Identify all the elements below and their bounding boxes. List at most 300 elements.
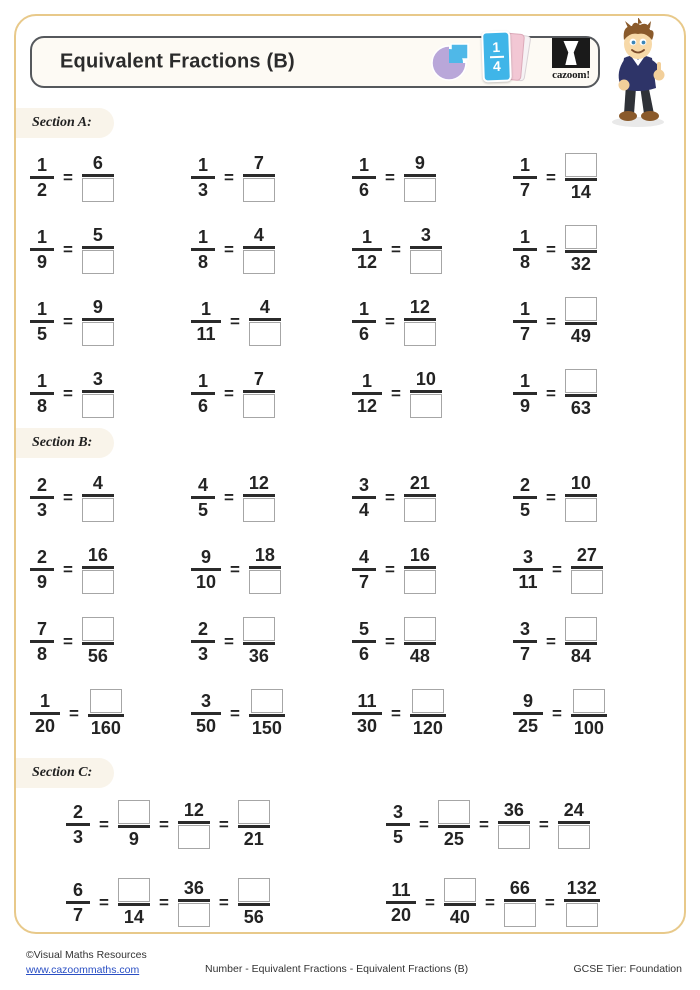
fraction-bar xyxy=(513,392,537,395)
fraction-bar xyxy=(30,176,54,179)
fraction-answer xyxy=(404,545,436,594)
numerator: 10 xyxy=(570,472,591,493)
numerator: 1 xyxy=(519,154,530,175)
fraction-problem xyxy=(30,358,114,428)
fraction-bar xyxy=(82,318,114,321)
answer-box-denominator[interactable] xyxy=(82,570,114,594)
fraction-problem xyxy=(513,462,597,532)
fraction-bar xyxy=(565,178,597,181)
fraction-problem xyxy=(30,606,114,676)
fraction-answer xyxy=(438,800,470,849)
fraction-bar xyxy=(243,642,275,645)
numerator: 1 xyxy=(358,298,369,319)
fraction-bar xyxy=(249,318,281,321)
numerator: 1 xyxy=(39,690,50,711)
denominator: 7 xyxy=(358,571,369,592)
fraction-bar xyxy=(82,642,114,645)
fraction-bar xyxy=(352,392,382,395)
numerator: 5 xyxy=(92,224,103,245)
answer-box-denominator[interactable] xyxy=(404,498,436,522)
fraction-given xyxy=(352,371,382,416)
fraction-given xyxy=(352,691,382,736)
denominator: 25 xyxy=(443,828,464,849)
fraction-given xyxy=(191,691,221,736)
answer-box-denominator[interactable] xyxy=(249,322,281,346)
answer-box-numerator[interactable] xyxy=(90,689,122,713)
numerator: 2 xyxy=(72,801,83,822)
fraction-answer xyxy=(82,545,114,594)
denominator: 6 xyxy=(358,643,369,664)
fraction-answer xyxy=(243,617,275,666)
fraction-answer xyxy=(565,617,597,666)
fraction-given xyxy=(66,802,90,847)
fraction-given xyxy=(352,155,376,200)
fraction-answer xyxy=(82,369,114,418)
answer-box-denominator[interactable] xyxy=(82,394,114,418)
denominator: 150 xyxy=(251,717,282,738)
fraction-bar xyxy=(444,903,476,906)
equals-sign: = xyxy=(63,240,73,259)
fraction-answer xyxy=(82,617,114,666)
denominator: 8 xyxy=(197,251,208,272)
numerator: 2 xyxy=(519,474,530,495)
denominator: 50 xyxy=(195,715,217,736)
answer-box-denominator[interactable] xyxy=(410,250,442,274)
fraction-bar xyxy=(410,246,442,249)
answer-box-numerator[interactable] xyxy=(565,617,597,641)
numerator: 1 xyxy=(36,154,47,175)
answer-box-numerator[interactable] xyxy=(238,878,270,902)
numerator: 3 xyxy=(200,690,211,711)
answer-box-denominator[interactable] xyxy=(178,825,210,849)
fraction-given xyxy=(352,547,376,592)
fraction-answer xyxy=(498,800,530,849)
answer-box-numerator[interactable] xyxy=(118,800,150,824)
numerator: 4 xyxy=(197,474,208,495)
fraction-bar xyxy=(82,390,114,393)
numerator: 5 xyxy=(358,618,369,639)
answer-box-denominator[interactable] xyxy=(243,498,275,522)
fraction-problem xyxy=(352,286,436,356)
denominator: 5 xyxy=(36,323,47,344)
answer-box-denominator[interactable] xyxy=(565,498,597,522)
equals-sign: = xyxy=(158,893,169,912)
denominator: 14 xyxy=(123,906,144,927)
fraction-bar xyxy=(513,320,537,323)
card-denominator: 4 xyxy=(492,57,501,74)
fraction-bar xyxy=(249,714,285,717)
tier-label: GCSE Tier: Foundation xyxy=(573,963,682,975)
equals-sign: = xyxy=(63,560,73,579)
fraction-bar xyxy=(243,246,275,249)
fraction-given xyxy=(191,155,215,200)
fraction-bar xyxy=(558,821,590,824)
fraction-bar xyxy=(404,566,436,569)
denominator: 9 xyxy=(519,395,530,416)
fraction-answer xyxy=(404,297,436,346)
fraction-given xyxy=(191,371,215,416)
equals-sign: = xyxy=(385,312,395,331)
numerator: 21 xyxy=(409,472,430,493)
fraction-bar xyxy=(238,903,270,906)
equals-sign: = xyxy=(230,560,240,579)
answer-box-denominator[interactable] xyxy=(249,570,281,594)
fraction-bar xyxy=(30,392,54,395)
fraction-problem xyxy=(191,606,275,676)
denominator: 49 xyxy=(570,325,591,346)
page-title: Equivalent Fractions (B) xyxy=(60,50,295,73)
fraction-bar xyxy=(118,903,150,906)
fraction-answer xyxy=(178,878,210,927)
fraction-given xyxy=(513,299,537,344)
fraction-bar xyxy=(249,566,281,569)
denominator: 6 xyxy=(358,179,369,200)
fraction-given xyxy=(513,371,537,416)
answer-box-numerator[interactable] xyxy=(412,689,444,713)
fraction-bar xyxy=(571,714,607,717)
numerator: 1 xyxy=(519,298,530,319)
fraction-problem xyxy=(352,534,436,604)
denominator: 7 xyxy=(72,904,83,925)
denominator: 5 xyxy=(392,826,403,847)
numerator: 1 xyxy=(197,226,208,247)
fraction-given xyxy=(513,619,537,664)
numerator: 4 xyxy=(92,472,103,493)
fraction-bar xyxy=(66,823,90,826)
denominator: 40 xyxy=(449,906,470,927)
fraction-problem xyxy=(513,358,597,428)
mascot-illustration xyxy=(598,18,678,128)
fraction-problem xyxy=(513,214,597,284)
denominator: 10 xyxy=(195,571,217,592)
fraction-bar xyxy=(438,825,470,828)
fraction-problem xyxy=(30,678,124,748)
denominator: 3 xyxy=(36,499,47,520)
numerator: 1 xyxy=(361,226,372,247)
denominator: 20 xyxy=(34,715,56,736)
denominator: 4 xyxy=(358,499,369,520)
fraction-bar xyxy=(352,176,376,179)
fraction-answer xyxy=(410,689,446,738)
answer-box-numerator[interactable] xyxy=(565,369,597,393)
fraction-problem xyxy=(191,286,281,356)
fraction-problem xyxy=(191,142,275,212)
equals-sign: = xyxy=(224,488,234,507)
answer-box-numerator[interactable] xyxy=(251,689,283,713)
fraction-bar xyxy=(191,496,215,499)
equals-sign: = xyxy=(63,312,73,331)
answer-box-denominator[interactable] xyxy=(82,498,114,522)
denominator: 14 xyxy=(570,181,591,202)
fraction-bar xyxy=(410,714,446,717)
numerator: 7 xyxy=(36,618,47,639)
answer-box-numerator[interactable] xyxy=(118,878,150,902)
equals-sign: = xyxy=(385,488,395,507)
denominator: 48 xyxy=(409,645,430,666)
fraction-answer xyxy=(238,800,270,849)
numerator: 6 xyxy=(92,152,103,173)
numerator: 12 xyxy=(183,799,204,820)
fraction-given xyxy=(191,619,215,664)
equals-sign: = xyxy=(158,815,169,834)
numerator: 2 xyxy=(36,546,47,567)
problem-row xyxy=(30,870,675,934)
fraction-problem xyxy=(352,606,436,676)
equals-sign: = xyxy=(218,815,229,834)
equals-sign: = xyxy=(385,168,395,187)
denominator: 9 xyxy=(128,828,139,849)
numerator: 1 xyxy=(36,226,47,247)
answer-box-denominator[interactable] xyxy=(558,825,590,849)
fraction-bar xyxy=(66,901,90,904)
fraction-given xyxy=(30,691,60,736)
answer-box-numerator[interactable] xyxy=(565,153,597,177)
answer-box-denominator[interactable] xyxy=(566,903,598,927)
fraction-answer xyxy=(82,297,114,346)
fraction-bar xyxy=(564,899,600,902)
denominator: 30 xyxy=(356,715,378,736)
fraction-given xyxy=(513,155,537,200)
answer-box-denominator[interactable] xyxy=(404,178,436,202)
fraction-given xyxy=(386,802,410,847)
fraction-answer xyxy=(243,369,275,418)
numerator: 3 xyxy=(420,224,431,245)
fraction-given xyxy=(191,475,215,520)
numerator: 9 xyxy=(414,152,425,173)
answer-box-numerator[interactable] xyxy=(82,617,114,641)
fraction-problem xyxy=(191,678,285,748)
denominator: 21 xyxy=(243,828,264,849)
fraction-given xyxy=(30,619,54,664)
equals-sign: = xyxy=(538,815,549,834)
fraction-answer xyxy=(571,545,603,594)
fraction-problem xyxy=(30,534,114,604)
fraction-given xyxy=(513,691,543,736)
answer-box-denominator[interactable] xyxy=(243,178,275,202)
denominator: 7 xyxy=(519,643,530,664)
fraction-given xyxy=(30,475,54,520)
fraction-bar xyxy=(30,320,54,323)
answer-box-denominator[interactable] xyxy=(504,903,536,927)
equals-sign: = xyxy=(69,704,79,723)
problem-row xyxy=(30,286,675,356)
numerator: 11 xyxy=(391,879,411,900)
fraction-given xyxy=(30,227,54,272)
answer-box-numerator[interactable] xyxy=(565,297,597,321)
answer-box-denominator[interactable] xyxy=(404,570,436,594)
fraction-bar xyxy=(513,496,537,499)
numerator: 3 xyxy=(358,474,369,495)
numerator: 16 xyxy=(409,544,430,565)
website-link[interactable]: www.cazoommaths.com xyxy=(26,964,140,976)
fraction-bar xyxy=(410,390,442,393)
numerator: 2 xyxy=(197,618,208,639)
fraction-bar xyxy=(191,712,221,715)
fraction-answer xyxy=(118,800,150,849)
fraction-problem xyxy=(352,214,442,284)
fraction-bar xyxy=(513,640,537,643)
fraction-bar xyxy=(82,566,114,569)
fraction-answer xyxy=(82,473,114,522)
fraction-given xyxy=(352,299,376,344)
fraction-bar xyxy=(352,496,376,499)
fraction-answer xyxy=(249,545,281,594)
fraction-answer xyxy=(404,617,436,666)
denominator: 7 xyxy=(519,323,530,344)
denominator: 11 xyxy=(518,571,538,592)
answer-box-denominator[interactable] xyxy=(410,394,442,418)
numerator: 36 xyxy=(183,877,204,898)
equals-sign: = xyxy=(391,384,401,403)
equals-sign: = xyxy=(425,893,435,912)
numerator: 27 xyxy=(576,544,597,565)
fraction-given xyxy=(30,155,54,200)
fraction-bar xyxy=(565,250,597,253)
fraction-card-stack xyxy=(480,30,534,88)
answer-box-denominator[interactable] xyxy=(571,570,603,594)
fraction-answer xyxy=(404,153,436,202)
denominator: 3 xyxy=(72,826,83,847)
fraction-answer xyxy=(558,800,590,849)
fraction-answer xyxy=(243,225,275,274)
numerator: 3 xyxy=(519,618,530,639)
fraction-bar xyxy=(178,821,210,824)
answer-box-denominator[interactable] xyxy=(243,394,275,418)
answer-box-numerator[interactable] xyxy=(238,800,270,824)
answer-box-denominator[interactable] xyxy=(82,178,114,202)
fraction-problem xyxy=(191,534,281,604)
numerator: 18 xyxy=(254,544,275,565)
answer-box-numerator[interactable] xyxy=(404,617,436,641)
fraction-bar xyxy=(82,246,114,249)
numerator: 2 xyxy=(36,474,47,495)
fraction-answer xyxy=(404,473,436,522)
answer-box-numerator[interactable] xyxy=(573,689,605,713)
numerator: 4 xyxy=(358,546,369,567)
fraction-answer xyxy=(88,689,124,738)
fraction-answer xyxy=(178,800,210,849)
answer-box-denominator[interactable] xyxy=(82,322,114,346)
problem-row xyxy=(30,142,675,212)
denominator: 11 xyxy=(196,323,216,344)
fraction-bar xyxy=(565,322,597,325)
equals-sign: = xyxy=(419,815,429,834)
answer-box-numerator[interactable] xyxy=(444,878,476,902)
answer-box-numerator[interactable] xyxy=(565,225,597,249)
equals-sign: = xyxy=(63,384,73,403)
answer-box-numerator[interactable] xyxy=(243,617,275,641)
equals-sign: = xyxy=(385,560,395,579)
fraction-bar xyxy=(404,494,436,497)
equals-sign: = xyxy=(391,240,401,259)
answer-box-denominator[interactable] xyxy=(82,250,114,274)
fraction-given xyxy=(513,227,537,272)
denominator: 100 xyxy=(573,717,604,738)
fraction-answer xyxy=(565,225,597,274)
fraction-bar xyxy=(30,496,54,499)
answer-box-denominator[interactable] xyxy=(243,250,275,274)
denominator: 8 xyxy=(519,251,530,272)
fraction-answer xyxy=(504,878,536,927)
denominator: 9 xyxy=(36,251,47,272)
card-front-fraction xyxy=(481,31,512,83)
fraction-answer xyxy=(243,473,275,522)
numerator: 1 xyxy=(197,370,208,391)
fraction-given xyxy=(513,547,543,592)
equals-sign: = xyxy=(546,384,556,403)
problem-row xyxy=(30,606,675,676)
fraction-answer xyxy=(565,473,597,522)
numerator: 1 xyxy=(519,226,530,247)
fraction-bar xyxy=(404,174,436,177)
fraction-bar xyxy=(513,176,537,179)
fraction-given xyxy=(191,227,215,272)
logo-cluster xyxy=(428,30,600,88)
numerator: 4 xyxy=(253,224,264,245)
numerator: 4 xyxy=(259,296,270,317)
fraction-bar xyxy=(404,318,436,321)
problem-row xyxy=(30,214,675,284)
denominator: 12 xyxy=(356,395,378,416)
breadcrumb: Number - Equivalent Fractions - Equivalent Fractions (B) xyxy=(205,963,469,975)
equals-sign: = xyxy=(552,704,562,723)
denominator: 7 xyxy=(519,179,530,200)
fraction-bar xyxy=(243,174,275,177)
fraction-answer xyxy=(238,878,270,927)
denominator: 5 xyxy=(197,499,208,520)
equals-sign: = xyxy=(99,893,109,912)
fraction-problem xyxy=(191,462,275,532)
numerator: 3 xyxy=(522,546,533,567)
denominator: 32 xyxy=(570,253,591,274)
answer-box-numerator[interactable] xyxy=(438,800,470,824)
equals-sign: = xyxy=(230,704,240,723)
numerator: 36 xyxy=(503,799,524,820)
fraction-bar xyxy=(404,642,436,645)
numerator: 7 xyxy=(253,152,264,173)
fraction-problem xyxy=(513,678,607,748)
problem-row xyxy=(30,462,675,532)
answer-box-denominator[interactable] xyxy=(498,825,530,849)
equals-sign: = xyxy=(224,632,234,651)
fraction-bar xyxy=(352,640,376,643)
numerator: 7 xyxy=(253,368,264,389)
fraction-bar xyxy=(352,568,376,571)
denominator: 120 xyxy=(412,717,443,738)
footer-left xyxy=(26,948,147,978)
equals-sign: = xyxy=(99,815,109,834)
fraction-bar xyxy=(82,174,114,177)
fraction-answer xyxy=(564,878,600,927)
denominator: 6 xyxy=(358,323,369,344)
equals-sign: = xyxy=(63,632,73,651)
answer-box-denominator[interactable] xyxy=(404,322,436,346)
answer-box-denominator[interactable] xyxy=(178,903,210,927)
fraction-bar xyxy=(504,899,536,902)
brand-name: cazoom! xyxy=(552,69,590,81)
numerator: 1 xyxy=(36,298,47,319)
fraction-problem xyxy=(513,606,597,676)
numerator: 12 xyxy=(409,296,430,317)
fraction-bar xyxy=(571,566,603,569)
equals-sign: = xyxy=(546,240,556,259)
fraction-bar xyxy=(238,825,270,828)
fraction-bar xyxy=(352,712,382,715)
card-numerator: 1 xyxy=(491,38,501,55)
equals-sign: = xyxy=(224,384,234,403)
fraction-bar xyxy=(243,494,275,497)
fraction-given xyxy=(30,547,54,592)
